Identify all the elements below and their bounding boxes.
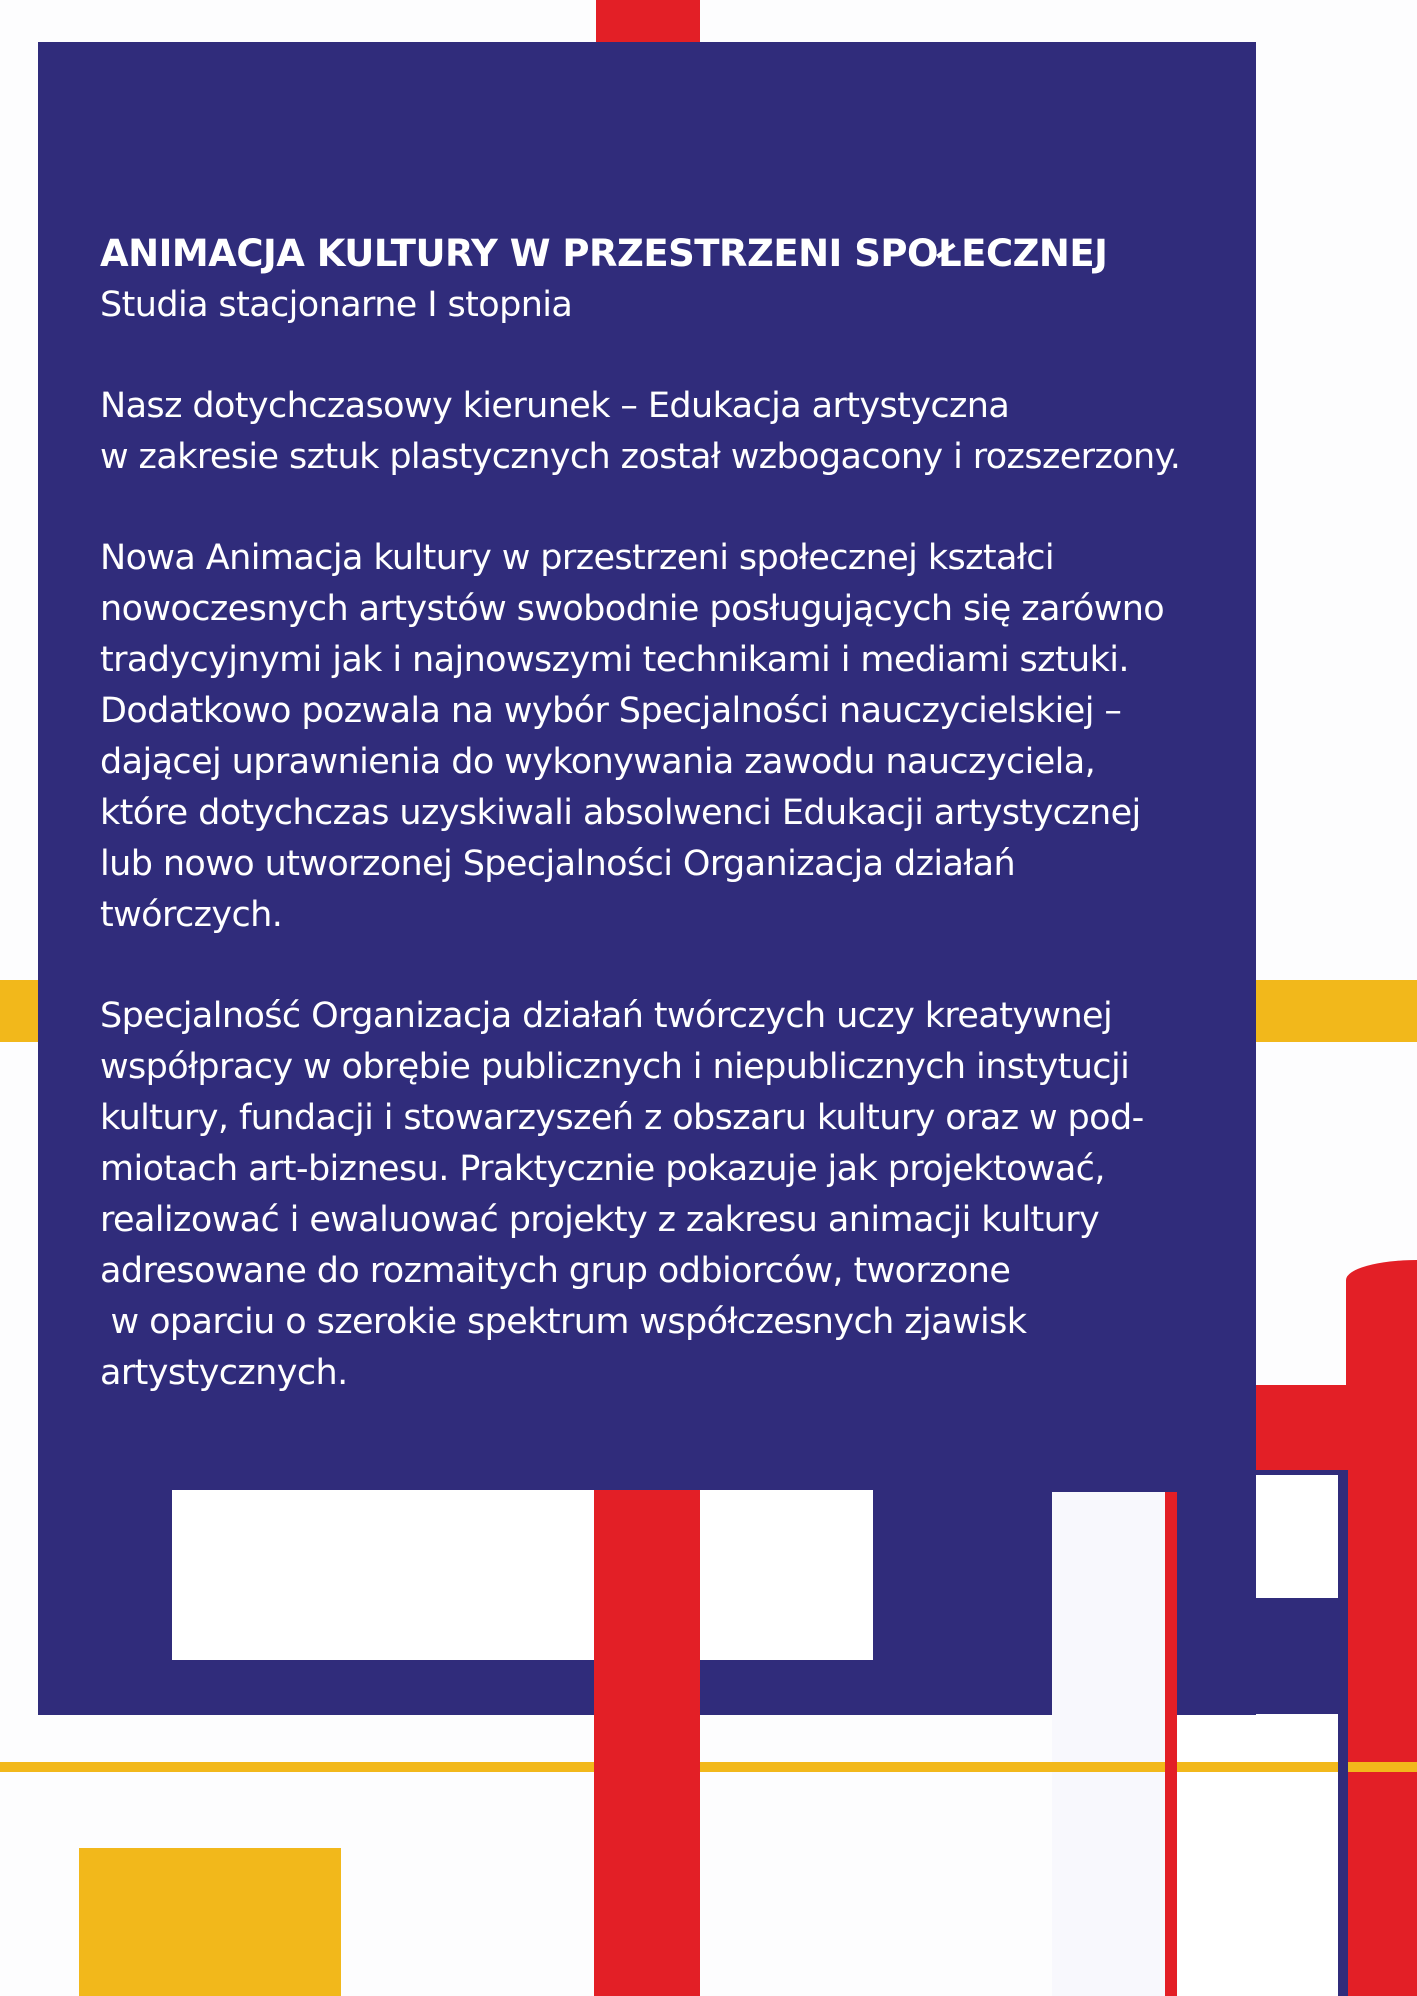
paragraph-line: twórczych. [100, 895, 283, 935]
paragraph-line: w oparciu o szerokie spektrum współczesnych zjawisk [100, 1302, 1027, 1342]
paragraph-line: adresowane do rozmaitych grup odbiorców, tworzone [100, 1251, 1011, 1291]
red-top-stripe [596, 0, 700, 42]
thin-red-line-front [1165, 1715, 1177, 1996]
navy-vertical-line-front [1338, 1715, 1348, 1996]
white-right-notch [1256, 1475, 1338, 1598]
paragraph-line: kultury, fundacji i stowarzyszeń z obszaru kultury oraz w pod- [100, 1098, 1144, 1138]
paragraph-line: które dotychczas uzyskiwali absolwenci Edukacji artystycznej [100, 793, 1141, 833]
paragraph-line: dającej uprawnienia do wykonywania zawodu nauczyciela, [100, 742, 1096, 782]
thin-yellow-line [0, 1762, 1417, 1772]
paragraph-line: artystycznych. [100, 1353, 348, 1393]
paragraph-intro [100, 381, 1240, 483]
paragraph-line: Dodatkowo pozwala na wybór Specjalności nauczycielskiej – [100, 691, 1122, 731]
page-subtitle: Studia stacjonarne I stopnia [100, 285, 573, 325]
text-block [100, 228, 1240, 1399]
red-right-column [1348, 1470, 1417, 1996]
paragraph-line: Specjalność Organizacja działań twórczych uczy kreatywnej [100, 996, 1113, 1036]
red-vertical-stripe-front [594, 1715, 700, 1996]
page-title: ANIMACJA KULTURY W PRZESTRZENI SPOŁECZNEJ [100, 232, 1108, 275]
paragraph-line: tradycyjnymi jak i najnowszymi technikami i mediami sztuki. [100, 640, 1129, 680]
white-inner-rectangle [172, 1490, 873, 1660]
paragraph-line: Nowa Animacja kultury w przestrzeni społecznej kształci [100, 538, 1054, 578]
paragraph-line: lub nowo utworzonej Specjalności Organizacja działań [100, 844, 1016, 884]
paragraph-line: Nasz dotychczasowy kierunek – Edukacja artystyczna [100, 386, 1010, 426]
paragraph-line: nowoczesnych artystów swobodnie posługujących się zarówno [100, 589, 1165, 629]
paragraph-line: realizować i ewaluować projekty z zakresu animacji kultury [100, 1200, 1100, 1240]
paragraph-line: miotach art-biznesu. Praktycznie pokazuje jak projektować, [100, 1149, 1105, 1189]
paragraph-line: w zakresie sztuk plastycznych został wzbogacony i rozszerzony. [100, 437, 1181, 477]
yellow-square [79, 1848, 341, 1996]
paragraph-line: współpracy w obrębie publicznych i niepublicznych instytucji [100, 1047, 1130, 1087]
white-notch-panel [1052, 1492, 1176, 1996]
paragraph-specialization [100, 991, 1240, 1399]
paragraph-program-description [100, 533, 1240, 941]
white-lower-right [1178, 1715, 1346, 1996]
